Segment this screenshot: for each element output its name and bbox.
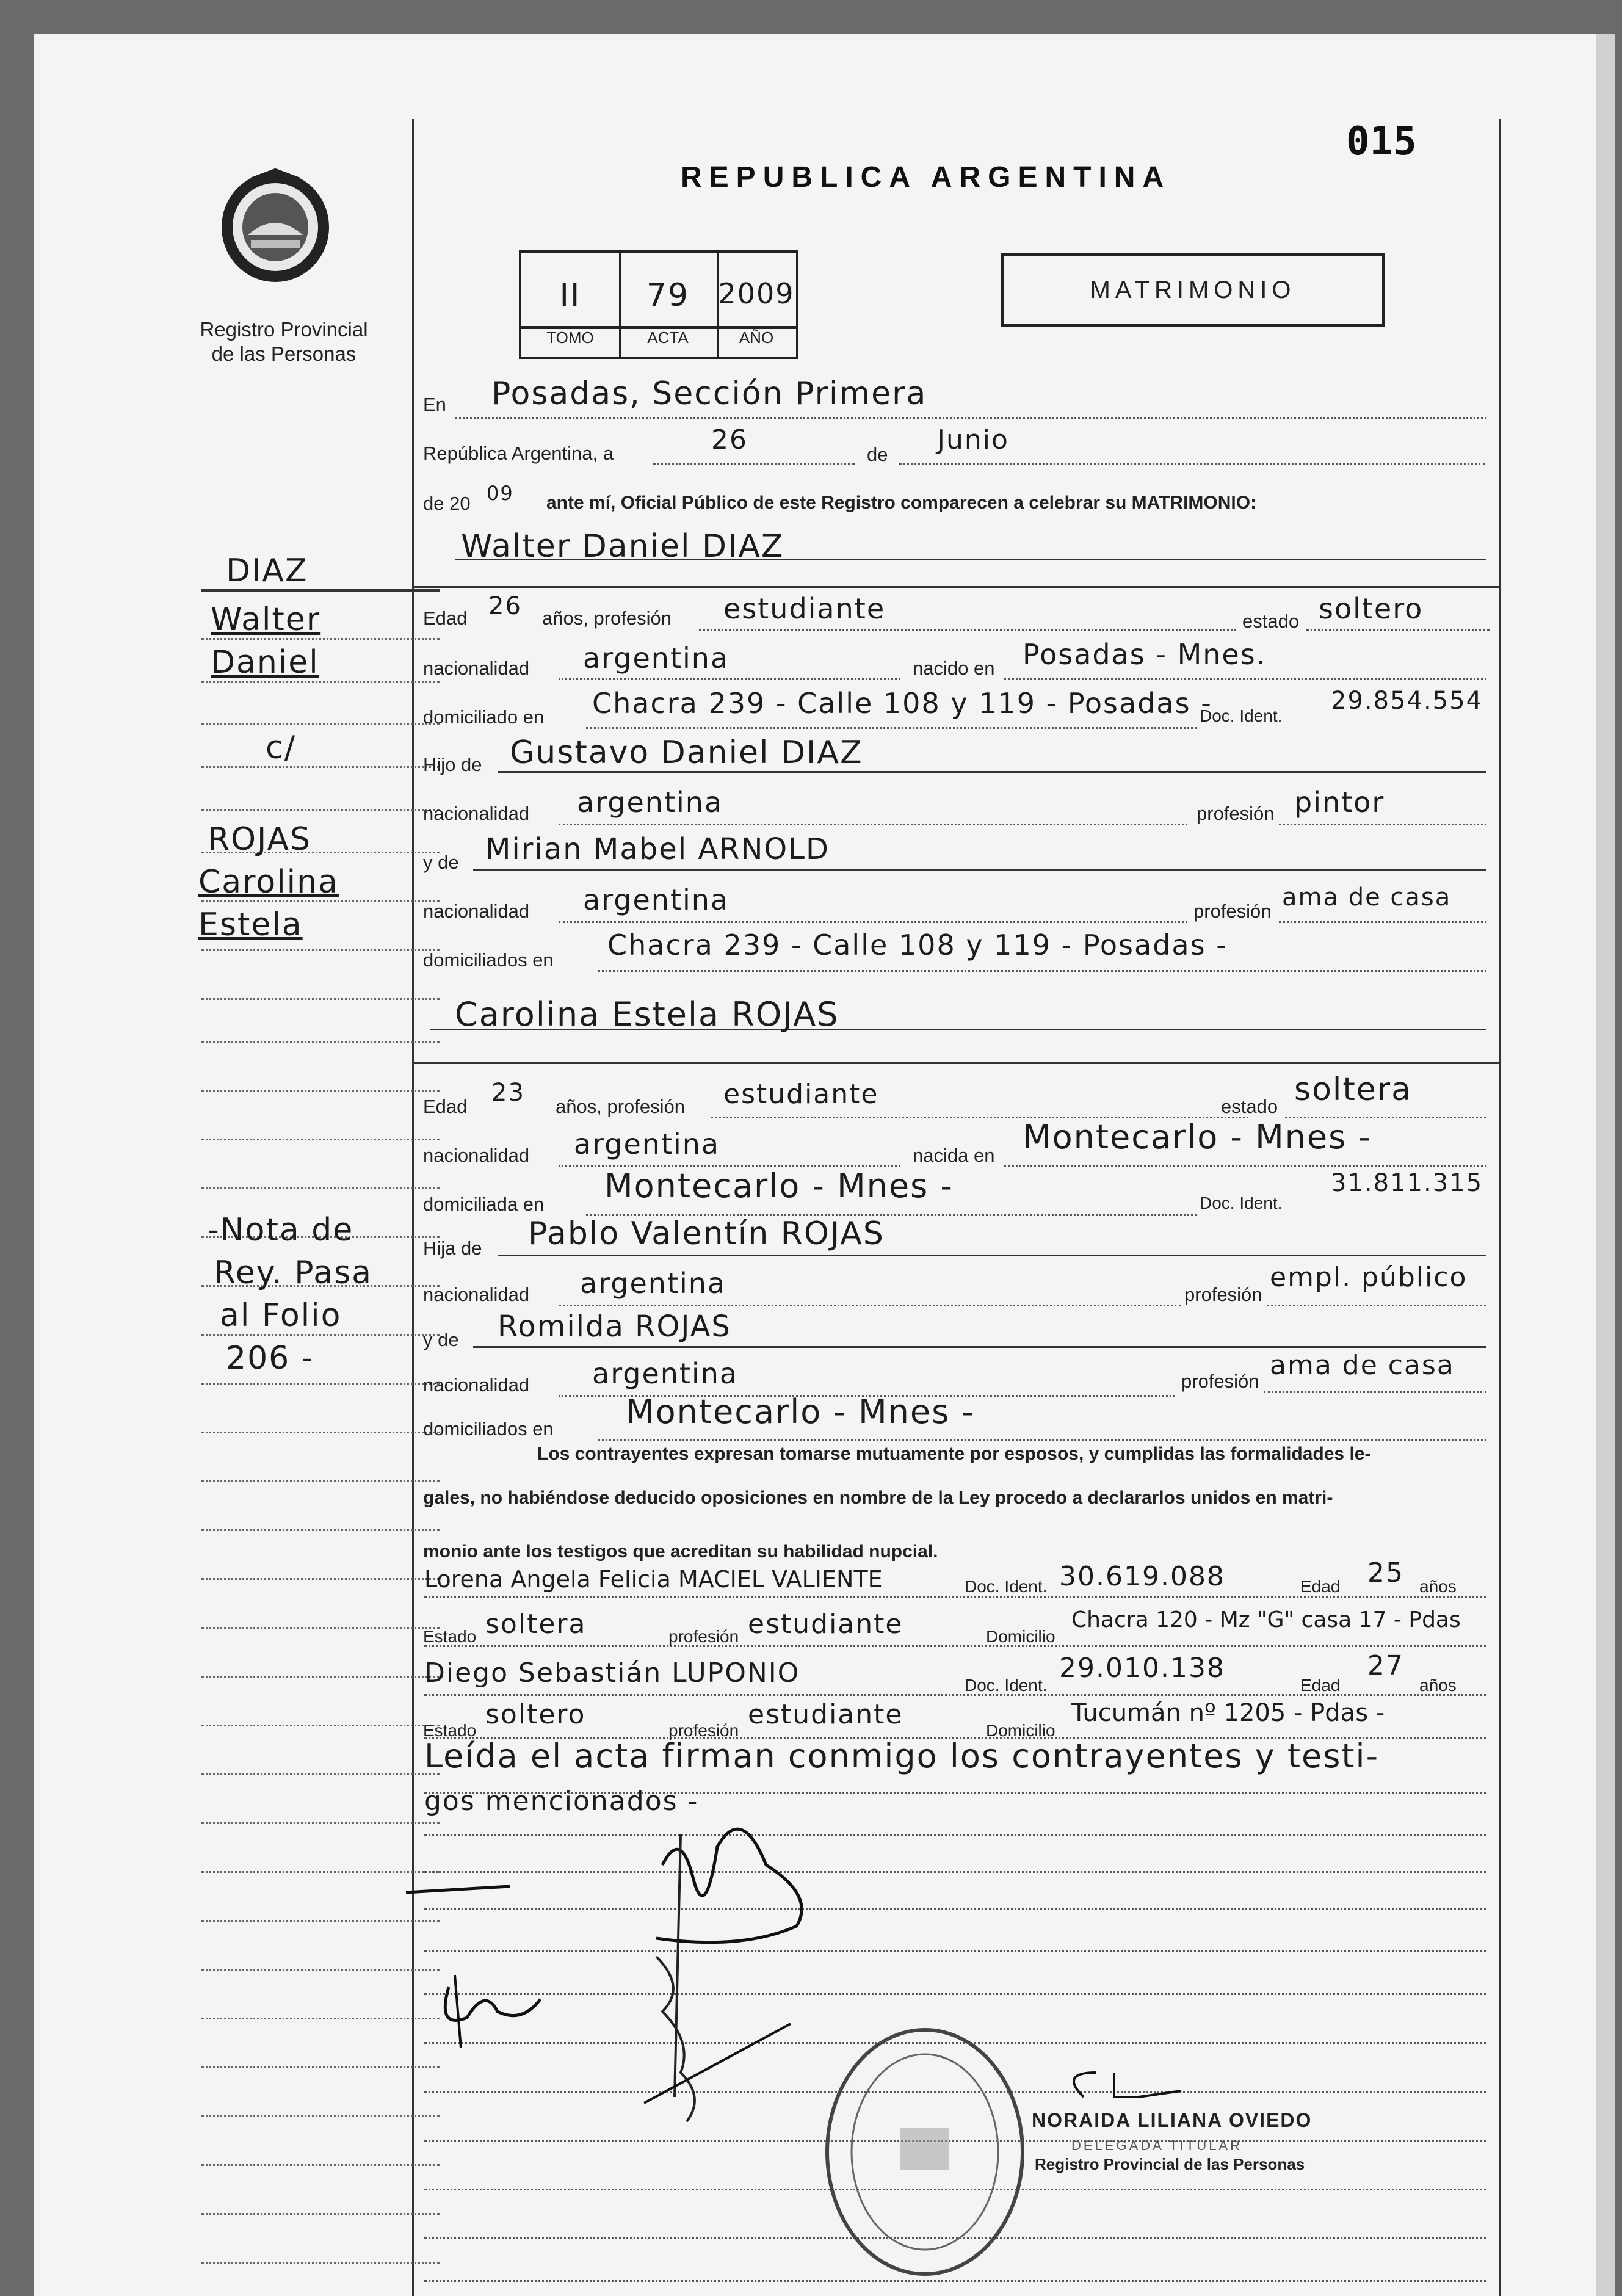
closing-line2: gos mencionados - xyxy=(424,1786,699,1817)
groom-father: Gustavo Daniel DIAZ xyxy=(510,734,863,771)
label-nac-gf: nacionalidad xyxy=(423,803,530,824)
place-value: Posadas, Sección Primera xyxy=(491,375,927,412)
witness1-status: soltera xyxy=(485,1609,587,1640)
label-prof-bf: profesión xyxy=(1184,1284,1262,1305)
acta-label: ACTA xyxy=(647,328,689,347)
acta-value: 79 xyxy=(646,277,690,314)
groom-doc: 29.854.554 xyxy=(1331,687,1483,715)
label-hijo-de: Hijo de xyxy=(423,754,482,775)
label-anos-prof-groom: años, profesión xyxy=(542,607,672,629)
label-domiciliados-g: domiciliados en xyxy=(423,949,554,971)
margin-surname1: DIAZ xyxy=(226,552,308,589)
month-value: Junio xyxy=(937,424,1009,455)
label-estado-w2: Estado xyxy=(423,1721,477,1740)
witness2-profession: estudiante xyxy=(748,1699,903,1730)
margin-note2: Rey. Pasa xyxy=(214,1255,373,1291)
formula-line3: monio ante los testigos que acreditan su habilidad nupcial. xyxy=(423,1541,938,1562)
margin-connector: c/ xyxy=(266,730,297,766)
witness2-name: Diego Sebastián LUPONIO xyxy=(424,1657,800,1689)
label-doc-bride: Doc. Ident. xyxy=(1200,1193,1283,1212)
official-signature-icon xyxy=(1059,2066,1218,2109)
label-hija-de: Hija de xyxy=(423,1237,482,1259)
margin-note4: 206 - xyxy=(226,1340,314,1377)
groom-parents-address: Chacra 239 - Calle 108 y 119 - Posadas - xyxy=(607,929,1228,961)
label-edad-w2: Edad xyxy=(1300,1676,1341,1695)
groom-birthplace: Posadas - Mnes. xyxy=(1023,638,1267,671)
witness1-doc: 30.619.088 xyxy=(1059,1561,1225,1592)
bride-name: Carolina Estela ROJAS xyxy=(455,995,839,1034)
country-title: REPUBLICA ARGENTINA xyxy=(681,161,1171,194)
bride-mother-prof: ama de casa xyxy=(1270,1350,1455,1381)
margin-name1a: Walter xyxy=(211,601,321,638)
bride-parents-address: Montecarlo - Mnes - xyxy=(626,1392,975,1431)
label-nac-gm: nacionalidad xyxy=(423,900,530,922)
label-nacido-en: nacido en xyxy=(913,657,995,679)
label-dom-w1: Domicilio xyxy=(986,1627,1055,1646)
closing-line1: Leída el acta firman conmigo los contrayentes y testi- xyxy=(424,1737,1380,1775)
label-rep-arg: República Argentina, a xyxy=(423,443,614,464)
document-page xyxy=(34,34,1596,2296)
label-estado-groom: estado xyxy=(1242,610,1300,632)
bride-mother: Romilda ROJAS xyxy=(498,1309,731,1344)
groom-father-prof: pintor xyxy=(1294,786,1385,819)
witness2-address: Tucumán nº 1205 - Pdas - xyxy=(1071,1699,1385,1727)
bride-father: Pablo Valentín ROJAS xyxy=(528,1215,885,1252)
label-domiciliados-b: domiciliados en xyxy=(423,1418,554,1440)
label-nac-bf: nacionalidad xyxy=(423,1284,530,1305)
witness2-status: soltero xyxy=(485,1699,586,1730)
bride-birthplace: Montecarlo - Mnes - xyxy=(1023,1118,1372,1156)
witness1-address: Chacra 120 - Mz "G" casa 17 - Pdas xyxy=(1071,1607,1461,1632)
groom-mother-nat: argentina xyxy=(583,883,730,916)
margin-name2a: Carolina xyxy=(198,864,339,900)
day-value: 26 xyxy=(711,424,748,455)
margin-surname2: ROJAS xyxy=(208,821,312,858)
witness1-name: Lorena Angela Felicia MACIEL VALIENTE xyxy=(424,1566,883,1593)
label-prof-w1: profesión xyxy=(668,1627,739,1646)
anio-label: AÑO xyxy=(739,328,774,347)
bride-father-nat: argentina xyxy=(580,1267,726,1300)
label-y-de-g: y de xyxy=(423,852,459,873)
label-prof-w2: profesión xyxy=(668,1721,739,1740)
label-doc-w2: Doc. Ident. xyxy=(965,1676,1048,1695)
official-name: NORAIDA LILIANA OVIEDO xyxy=(1032,2109,1312,2131)
bride-mother-nat: argentina xyxy=(592,1357,739,1390)
groom-mother: Mirian Mabel ARNOLD xyxy=(485,832,830,866)
margin-name2b: Estela xyxy=(198,907,303,943)
label-nac-bm: nacionalidad xyxy=(423,1374,530,1396)
folio-number: 015 xyxy=(1346,119,1417,164)
label-edad-bride: Edad xyxy=(423,1096,468,1117)
label-ante-mi: ante mí, Oficial Público de este Registro comparecen a celebrar su MATRIMONIO: xyxy=(546,493,1257,513)
label-anos-prof-bride: años, profesión xyxy=(556,1096,685,1117)
groom-age: 26 xyxy=(488,592,522,620)
registry-line2: de las Personas xyxy=(211,342,357,365)
margin-note3: al Folio xyxy=(220,1297,342,1334)
margin-name1b: Daniel xyxy=(211,644,319,681)
act-type-box: MATRIMONIO xyxy=(1001,253,1385,327)
provincial-seal-icon xyxy=(214,168,336,287)
official-title: DELEGADA TITULAR xyxy=(1071,2138,1242,2153)
bride-nationality: argentina xyxy=(574,1128,720,1161)
label-anos-w1: años xyxy=(1419,1577,1457,1596)
page-edge xyxy=(1596,34,1615,2296)
bride-profession: estudiante xyxy=(723,1079,879,1110)
main-right-rule xyxy=(1499,119,1501,2296)
groom-address: Chacra 239 - Calle 108 y 119 - Posadas - xyxy=(592,687,1212,720)
label-domiciliado-groom: domiciliado en xyxy=(423,706,545,728)
tomo-value: II xyxy=(559,277,581,314)
label-nacida-en: nacida en xyxy=(913,1145,995,1166)
act-box xyxy=(519,250,798,359)
label-y-de-b: y de xyxy=(423,1329,459,1350)
formula-line1: Los contrayentes expresan tomarse mutuamente por esposos, y cumplidas las formalidades le- xyxy=(537,1444,1371,1464)
label-prof-gm: profesión xyxy=(1193,900,1272,922)
official-registry: Registro Provincial de las Personas xyxy=(1035,2155,1305,2173)
witness2-age: 27 xyxy=(1367,1650,1404,1681)
bride-father-prof: empl. público xyxy=(1270,1262,1468,1293)
witness1-profession: estudiante xyxy=(748,1609,903,1640)
witness2-doc: 29.010.138 xyxy=(1059,1653,1225,1684)
witness1-age: 25 xyxy=(1367,1557,1404,1588)
label-prof-bm: profesión xyxy=(1181,1371,1259,1392)
formula-line2: gales, no habiéndose deducido oposiciones en nombre de la Ley procedo a declararlos unidos en matri- xyxy=(423,1488,1333,1508)
label-anos-w2: años xyxy=(1419,1676,1457,1695)
groom-name: Walter Daniel DIAZ xyxy=(461,528,784,565)
label-domiciliada-bride: domiciliada en xyxy=(423,1193,545,1215)
label-nac-bride: nacionalidad xyxy=(423,1145,530,1166)
bride-status: soltera xyxy=(1294,1071,1412,1108)
registry-line1: Registro Provincial xyxy=(200,318,368,341)
anio-value: 2009 xyxy=(718,277,795,310)
label-doc-w1: Doc. Ident. xyxy=(965,1577,1048,1596)
label-de: de xyxy=(867,444,888,465)
bride-doc: 31.811.315 xyxy=(1331,1169,1483,1197)
groom-nationality: argentina xyxy=(583,642,730,675)
label-doc-groom: Doc. Ident. xyxy=(1200,706,1283,725)
label-prof-gf: profesión xyxy=(1197,803,1275,824)
label-de20: de 20 xyxy=(423,493,471,514)
label-estado-w1: Estado xyxy=(423,1627,477,1646)
label-dom-w2: Domicilio xyxy=(986,1721,1055,1740)
bride-address: Montecarlo - Mnes - xyxy=(604,1167,954,1205)
label-estado-bride: estado xyxy=(1221,1096,1278,1117)
official-stamp-icon xyxy=(815,2018,1035,2286)
year-suffix-value: 09 xyxy=(487,482,514,505)
margin-note1: -Nota de xyxy=(208,1212,354,1248)
label-nac-groom: nacionalidad xyxy=(423,657,530,679)
label-edad-groom: Edad xyxy=(423,607,468,629)
groom-mother-prof: ama de casa xyxy=(1282,883,1452,911)
groom-status: soltero xyxy=(1319,592,1424,625)
groom-father-nat: argentina xyxy=(577,786,723,819)
label-en: En xyxy=(423,394,446,415)
tomo-label: TOMO xyxy=(546,328,594,347)
groom-profession: estudiante xyxy=(723,592,886,625)
bride-age: 23 xyxy=(491,1079,525,1107)
label-edad-w1: Edad xyxy=(1300,1577,1341,1596)
